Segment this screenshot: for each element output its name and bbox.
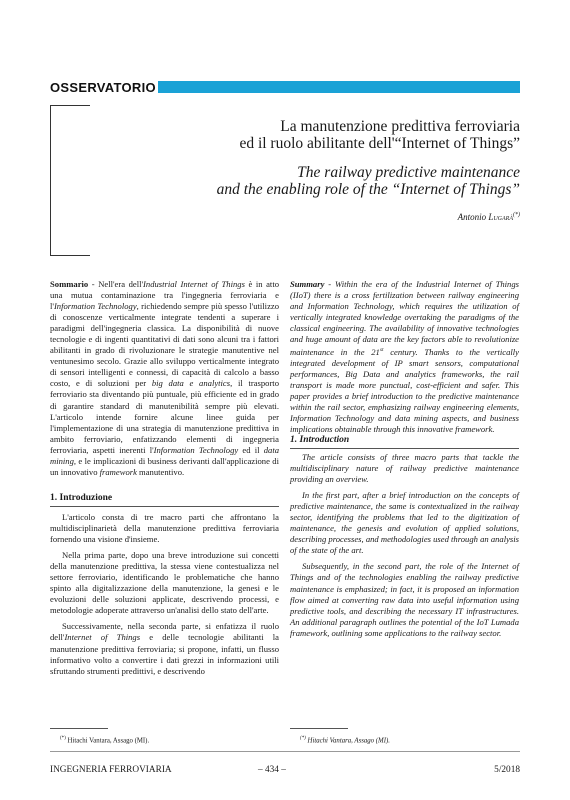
summary-label-it: Sommario <box>50 279 89 289</box>
footnote-text: Hitachi Vantara, Assago (MI). <box>305 737 390 745</box>
footnote-left <box>60 736 149 744</box>
summary-italian <box>50 279 279 478</box>
paragraph <box>50 621 279 676</box>
summary-text: è in atto una mutua contaminazione tra l'ingegneria ferroviaria e l' <box>50 279 279 312</box>
page-number: – 434 – <box>258 765 286 775</box>
summary-emph: Industrial Internet of Things <box>143 279 245 289</box>
summary-emph: big data e analytics <box>151 378 231 389</box>
footer-rule <box>50 751 520 752</box>
summary-emph: framework <box>99 466 137 477</box>
author-footnote-mark: (*) <box>513 212 520 218</box>
summary-text: , richiedendo sempre più spesso l'utilizzo di conoscenze verticalmente integrate tendenti a superare i paradigmi dell'ingegneria classica. La disponibilità di nuove tecnologie e di ingenti quantitativi di dati sono alcuni tra i fattori abilitanti in grado di rivoluzionare le strategie manutentive nel ventunesimo secolo. Grazie allo sviluppo verticalmente integrato di sensori intelligenti e connessi, di capacità di calcolo a basso costo, e di soluzioni per <box>50 301 279 389</box>
footnote-mark: (*) <box>60 736 66 741</box>
section-color-bar <box>158 81 520 93</box>
heading-underline-it <box>50 506 279 507</box>
summary-emph: data mining <box>50 444 279 466</box>
title-frame-left-rule <box>50 105 51 255</box>
summary-text: , il trasporto ferroviario sta diventando più puntuale, più efficiente ed in grado di garantire standard di manutenibilità sempre più elevati. L'articolo intende fornire alcune linee guida per l'implementazione di una strategia di manutenzione predittiva in ambito ferroviario, enfatizzando elementi di ingegneria ferroviaria, aspetti inerenti l' <box>50 378 279 455</box>
summary-label-en: Summary <box>290 279 325 289</box>
footnote-rule-left <box>50 728 108 729</box>
title-italian: La manutenzione predittiva ferroviaria ed il ruolo abilitante dell'“Internet of Things” <box>239 118 520 152</box>
paragraph: The article consists of three macro parts that tackle the multidisciplinary nature of railway predictive maintenance providing an overview. <box>290 452 519 485</box>
title-english: The railway predictive maintenance and the enabling role of the “Internet of Things” <box>216 164 520 198</box>
footnote-mark: (*) <box>300 736 306 741</box>
summary-text: - Nell'era dell' <box>88 279 144 289</box>
author-first-name: Antonio <box>457 212 489 222</box>
title-frame-top-rule <box>50 105 90 106</box>
summary-text: ed il <box>238 444 264 455</box>
footnote-rule-right <box>290 728 348 729</box>
issue-number: 5/2018 <box>494 765 520 775</box>
paragraph: Nella prima parte, dopo una breve introduzione sui concetti della manutenzione predittiva, la stessa viene contestualizza nel settore ferroviario, identificando le problematiche che hanno spinto alla digitalizzazione della manutenzione, la genesi e le evoluzioni delle soluzioni applicate, descrivendo processi, e metodologie adoperate attraverso un'analisi dello stato dell'arte. <box>50 550 279 616</box>
summary-text: , e le implicazioni di business derivanti dall'applicazione di un innovativo <box>50 455 279 477</box>
summary-text: manutentivo. <box>136 466 185 477</box>
heading-underline-en <box>290 448 519 449</box>
summary-text: - Within the era of the Industrial Internet of Things (IIoT) there is a cross fertilization between railway engineering and Information Technology, which requires the utilization of vertically integrated knowledge overtaking the paradigms of the classical engineering. The availability of innovative technologies and huge amount of data are the key factors able to revolutionize maintenance in the 21 <box>290 279 519 358</box>
author-byline <box>220 212 520 222</box>
summary-text: century. Thanks to the vertically integrated development of IP smart sensors, computational performances, Big Data and analytics frameworks, the rail transport is made more punctual, cost-efficient and safer. This paper provides a brief introduction to the predictive maintenance within the rail sector, emphasizing railway engineering elements, Information Technology and data mining aspects, and business implications obtainable through this innovative framework. <box>290 347 519 435</box>
paragraph: Subsequently, in the second part, the role of the Internet of Things and of the technologies enabling the railway predictive maintenance is emphasized; in fact, it is proposed an information flow aimed at converting raw data into useful information using predictive tools, and describing the necessary IT infrastructures. An additional paragraph outlines the potential of the IoT Lumada framework, outlining some applications to the railway sector. <box>290 561 519 638</box>
ordinal-superscript: st <box>379 347 384 354</box>
section-heading-en: 1. Introduction <box>290 435 350 445</box>
journal-name: INGEGNERIA FERROVIARIA <box>50 765 172 775</box>
author-last-name: Lugarà <box>488 212 513 222</box>
section-heading-it: 1. Introduzione <box>50 493 113 503</box>
section-label: OSSERVATORIO <box>50 80 156 95</box>
paragraph-text: e delle tecnologie abilitanti la manutenzione predittiva ferroviaria; si propone, infatti, un flusso informativo volto a convertire i dati grezzi in informazioni utili sfruttando strumenti predittivi, e descrivendo <box>50 632 279 676</box>
paragraph-text: Successivamente, nella seconda parte, si enfatizza il ruolo dell' <box>50 621 279 643</box>
title-frame-bottom-rule <box>50 255 90 256</box>
footnote-text: Hitachi Vantara, Assago (MI). <box>65 737 150 745</box>
paragraph: L'articolo consta di tre macro parti che affrontano la multidisciplinarietà della manutenzione predittiva ferroviaria fornendo una visione d'insieme. <box>50 512 279 545</box>
footnote-right <box>300 736 390 744</box>
paragraph-emph: Internet of Things <box>64 632 141 643</box>
introduction-body-en <box>290 452 519 644</box>
summary-emph: Information Technology <box>153 444 239 455</box>
paragraph: In the first part, after a brief introduction on the concepts of predictive maintenance, the same is contextualized in the railway sector, identifying the problems that led to the digitization of maintenance, the genesis and evolution of applied solutions, describing processes, and methodologies used through an analysis of the state of the art. <box>290 490 519 556</box>
introduction-body-it <box>50 512 279 682</box>
summary-emph: Information Technology <box>53 301 137 312</box>
summary-english <box>290 279 519 436</box>
